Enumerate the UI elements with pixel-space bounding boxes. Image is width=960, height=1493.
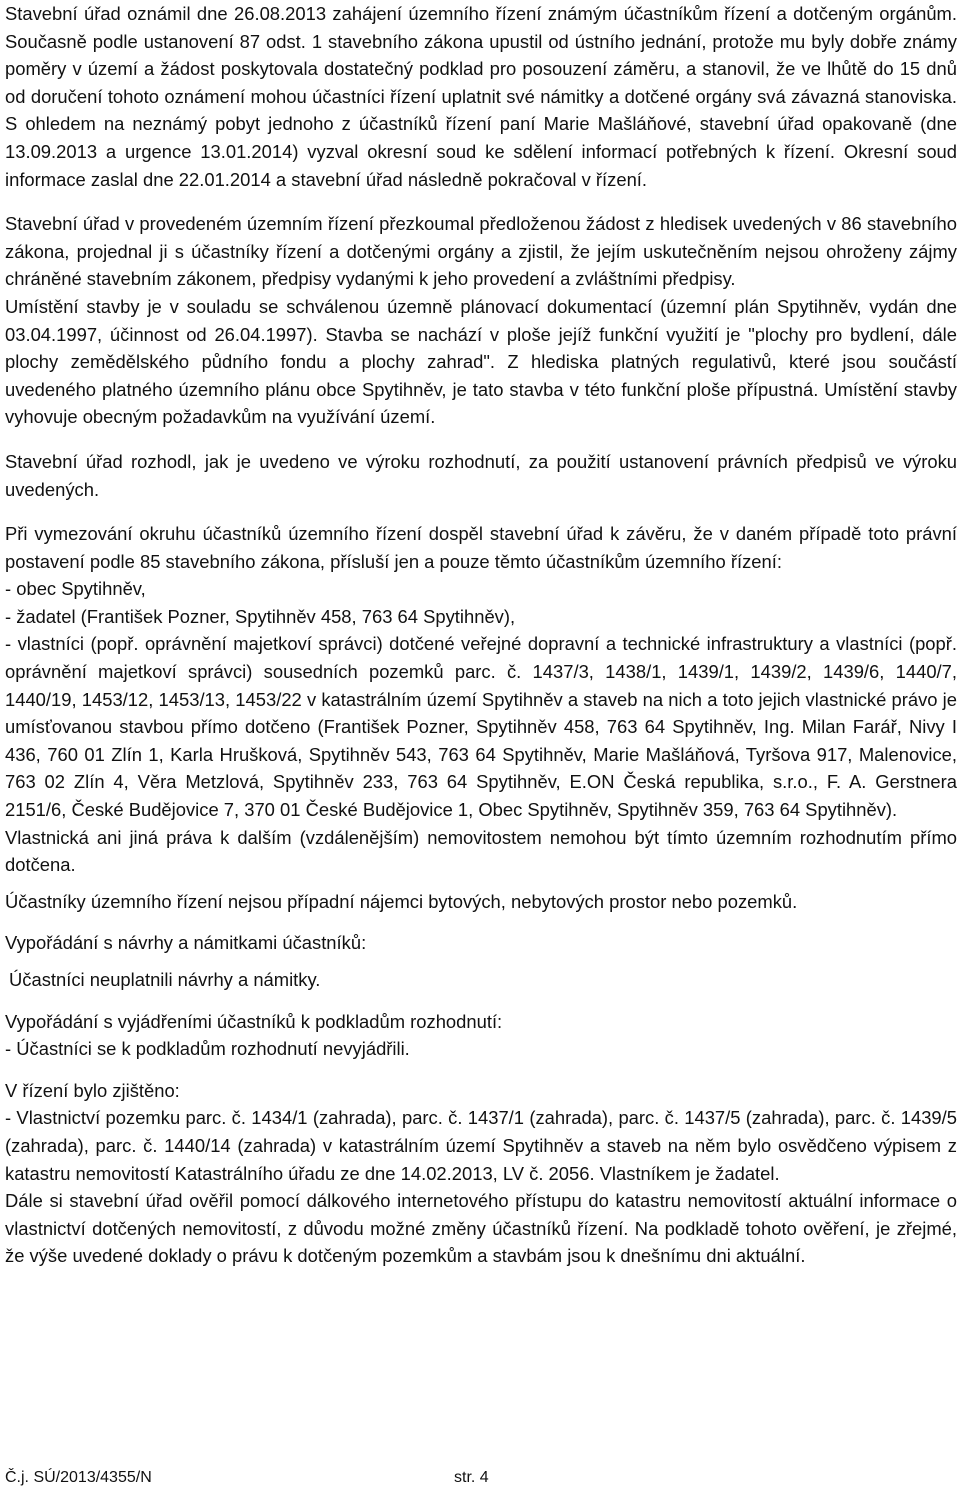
paragraph-decision: Stavební úřad rozhodl, jak je uvedeno ve výroku rozhodnutí, za použití ustanovení právních předpisů ve výroku uvedených.	[5, 450, 957, 500]
paragraph-participants-intro: Při vymezování okruhu účastníků územního řízení dospěl stavební úřad k závěru, že v daném případě toto právní postavení podle 85 stavebního zákona, přísluší jen a pouze těmto účastníkům územního řízení:	[5, 523, 957, 572]
paragraph-zoning-plan: Umístění stavby je v souladu se schválenou územně plánovací dokumentací (územní plán Spytihněv, vydán dne 03.04.1997, účinnost od 26.04.1997). Stavba se nachází v ploše jejíž funkční využití je "plochy pro bydlení, dále plochy zemědělského půdního fondu a plochy zahrad". Z hlediska platných regulativů, které jsou součástí uvedeného platného územního plánu obce Spytihněv, je tato stavba v této funkční ploše přípustná. Umístění stavby vyhovuje obecným požadavkům na využívání území.	[5, 295, 957, 428]
heading-statements: Vypořádání s vyjádřeními účastníků k podkladům rozhodnutí:	[5, 1010, 503, 1032]
heading-findings: V řízení bylo zjištěno:	[5, 1079, 180, 1101]
paragraph-proceedings-notice: Stavební úřad oznámil dne 26.08.2013 zahájení územního řízení známým účastníkům řízení a dotčeným orgánům. Současně podle ustanovení 87 odst. 1 stavebního zákona upustil od ústního jednání, protože mu byly dobře známy poměry v území a žádost poskytovala dostatečný podklad pro posouzení záměru, a stanovil, že ve lhůtě do 15 dnů od doručení tohoto oznámení mohou účastníci řízení uplatnit své námitky a dotčené orgány svá závazná stanoviska. S ohledem na neznámý pobyt jednoho z účastníků řízení paní Marie Mašláňové, stavební úřad opakovaně (dne 13.09.2013 a urgence 13.01.2014) vyzval okresní soud ke sdělení informací potřebných k řízení. Okresní soud informace zaslal dne 22.01.2014 a stavební úřad následně pokračoval v řízení.	[5, 3, 957, 190]
heading-objections: Vypořádání s návrhy a námitkami účastníků:	[5, 932, 367, 954]
participant-item: - obec Spytihněv,	[5, 578, 146, 600]
findings-ownership: - Vlastnictví pozemku parc. č. 1434/1 (zahrada), parc. č. 1437/1 (zahrada), parc. č. 1437/5 (zahrada), parc. č. 1439/5 (zahrada), parc. č. 1440/14 (zahrada) v katastrálním území Spytihněv a staveb na něm bylo osvědčeno výpisem z katastru nemovitostí Katastrálního úřadu ze dne 14.02.2013, LV č. 2056. Vlastníkem je žadatel.	[5, 1107, 957, 1184]
participant-item: - žadatel (František Pozner, Spytihněv 458, 763 64 Spytihněv),	[5, 605, 516, 627]
participant-item: - vlastníci (popř. oprávnění majetkoví správci) dotčené veřejné dopravní a technické infrastruktury a vlastníci (popř. oprávnění majetkoví správci) sousedních pozemků parc. č. 1437/3, 1438/1, 1439/1, 1439/2, 1439/6, 1440/7, 1440/19, 1453/12, 1453/13, 1453/22 v katastrálním území Spytihněv a staveb na nich a toto jejich vlastnické právo je umísťovanou stavbou přímo dotčeno (František Pozner, Spytihněv 458, 763 64 Spytihněv, Ing. Milan Farář, Nivy I 436, 760 01 Zlín 1, Karla Hrušková, Spytihněv 543, 763 64 Spytihněv, Marie Mašláňová, Tyršova 917, Malenovice, 763 02 Zlín 4, Věra Metzlová, Spytihněv 233, 763 64 Spytihněv, E.ON Česká republika, s.r.o., F. A. Gerstnera 2151/6, České Budějovice 7, 370 01 České Budějovice 1, Obec Spytihněv, Spytihněv 359, 763 64 Spytihněv).	[5, 633, 957, 821]
paragraph-review: Stavební úřad v provedeném územním řízení přezkoumal předloženou žádost z hledisek uvedených v 86 stavebního zákona, projednal ji s účastníky řízení a dotčenými orgány a zjistil, že jejím uskutečněním nejsou ohroženy zájmy chráněné stavebním zákonem, předpisy vydanými k jeho provedení a zvláštními předpisy.	[5, 213, 957, 290]
statements-result: - Účastníci se k podkladům rozhodnutí nevyjádřili.	[5, 1038, 410, 1060]
paragraph-tenants: Účastníky územního řízení nejsou případní nájemci bytových, nebytových prostor nebo pozemků.	[5, 890, 798, 912]
paragraph-cadastre-check: Dále si stavební úřad ověřil pomocí dálkového internetového přístupu do katastru nemovitostí aktuální informace o vlastnictví dotčených nemovitostí, z důvodu možné změny účastníků řízení. Na podkladě tohoto ověření, je zřejmé, že výše uvedené doklady o právu k dotčeným pozemkům a stavbám jsou k dnešnímu dni aktuální.	[5, 1190, 957, 1267]
reference-number: Č.j. SÚ/2013/4355/N	[5, 1469, 152, 1486]
paragraph-other-rights: Vlastnická ani jiná práva k dalším (vzdálenějším) nemovitostem nemohou být tímto územním rozhodnutím přímo dotčena.	[5, 826, 957, 876]
objections-result: Účastníci neuplatnili návrhy a námitky.	[9, 969, 321, 990]
document-body	[5, 0, 957, 1270]
page-number: str. 4	[454, 1469, 489, 1486]
